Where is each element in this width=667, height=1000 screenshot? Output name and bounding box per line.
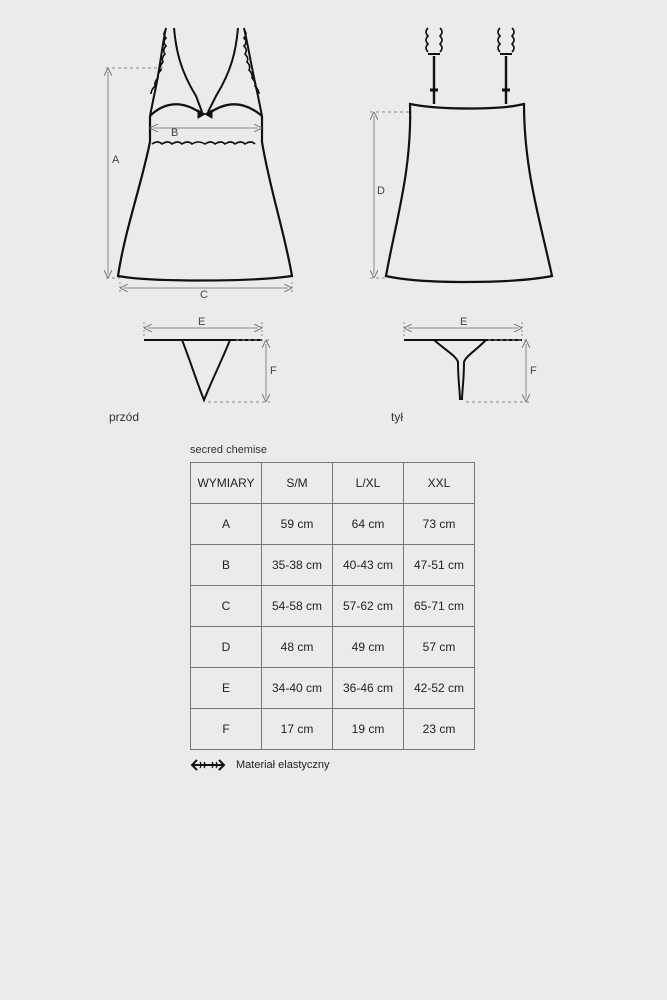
row-dimension: B: [191, 545, 262, 586]
legend-label: Materiał elastyczny: [236, 759, 330, 771]
header-sm: S/M: [262, 463, 333, 504]
cell-value: 42-52 cm: [404, 668, 475, 709]
garment-diagram: [0, 0, 667, 440]
table-row: [191, 586, 475, 627]
table-row: [191, 668, 475, 709]
header-lxl: L/XL: [333, 463, 404, 504]
row-dimension: A: [191, 504, 262, 545]
cell-value: 57-62 cm: [333, 586, 404, 627]
size-table: [190, 462, 475, 750]
cell-value: 48 cm: [262, 627, 333, 668]
row-dimension: D: [191, 627, 262, 668]
cell-value: 65-71 cm: [404, 586, 475, 627]
label-f-front: F: [270, 365, 277, 377]
cell-value: 35-38 cm: [262, 545, 333, 586]
row-dimension: F: [191, 709, 262, 750]
table-row: [191, 709, 475, 750]
label-e-back: E: [460, 316, 468, 328]
cell-value: 57 cm: [404, 627, 475, 668]
cell-value: 17 cm: [262, 709, 333, 750]
table-row: [191, 504, 475, 545]
table-header-row: [191, 463, 475, 504]
cell-value: 64 cm: [333, 504, 404, 545]
cell-value: 40-43 cm: [333, 545, 404, 586]
cell-value: 34-40 cm: [262, 668, 333, 709]
label-b: B: [171, 127, 179, 139]
cell-value: 47-51 cm: [404, 545, 475, 586]
label-e-front: E: [198, 316, 206, 328]
table-row: [191, 627, 475, 668]
label-d: D: [377, 185, 385, 197]
cell-value: 23 cm: [404, 709, 475, 750]
row-dimension: C: [191, 586, 262, 627]
back-thong-dimensions: [404, 322, 530, 402]
cell-value: 49 cm: [333, 627, 404, 668]
front-thong-dimensions: [144, 322, 270, 402]
label-a: A: [112, 154, 120, 166]
back-thong: [404, 340, 522, 400]
front-chemise: [118, 28, 292, 281]
front-caption: przód: [109, 410, 140, 424]
cell-value: 73 cm: [404, 504, 475, 545]
header-xxl: XXL: [404, 463, 475, 504]
cell-value: 19 cm: [333, 709, 404, 750]
legend: [190, 759, 330, 771]
back-caption: tył: [391, 410, 403, 424]
header-dimension: WYMIARY: [191, 463, 262, 504]
cell-value: 59 cm: [262, 504, 333, 545]
label-f-back: F: [530, 365, 537, 377]
table-row: [191, 545, 475, 586]
label-c: C: [200, 289, 208, 301]
table-title: secred chemise: [190, 444, 268, 456]
cell-value: 36-46 cm: [333, 668, 404, 709]
front-thong: [144, 340, 262, 400]
cell-value: 54-58 cm: [262, 586, 333, 627]
row-dimension: E: [191, 668, 262, 709]
elastic-arrow-icon: [190, 759, 226, 771]
back-chemise: [386, 28, 552, 282]
